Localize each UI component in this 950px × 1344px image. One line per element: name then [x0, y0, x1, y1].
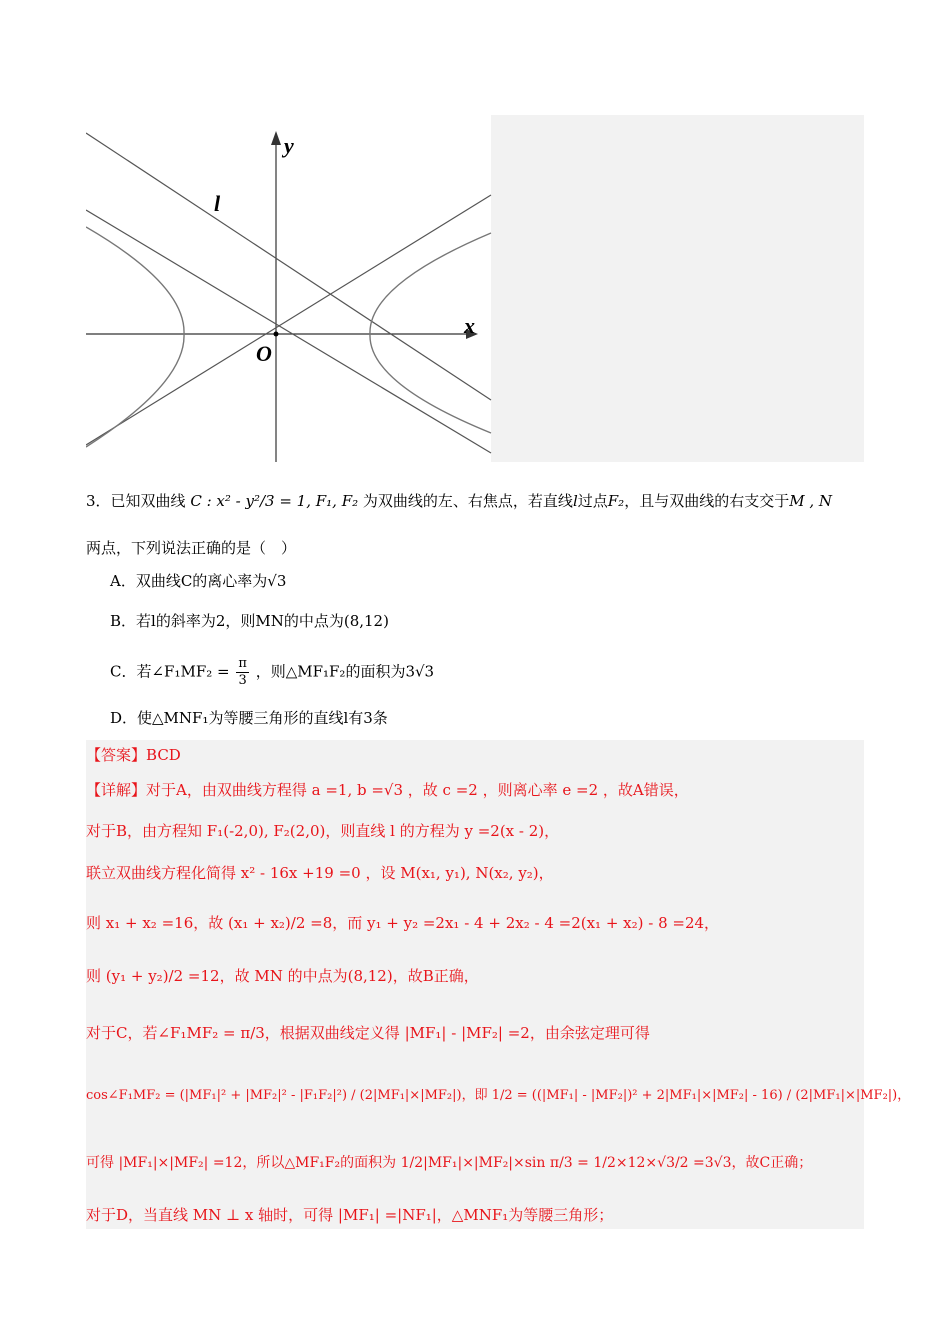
hyperbola-svg — [86, 115, 864, 462]
question-stem-c: 过点 — [577, 492, 608, 510]
question-stem-a: 已知双曲线 — [110, 492, 186, 510]
option-c-frac-num: π — [238, 656, 247, 671]
detail-line-5: 则 (y₁ + y₂)/2 =12，故 MN 的中点为(8,12)，故B正确， — [86, 967, 479, 985]
question-stem-line1 — [86, 490, 832, 512]
answer-label: 【答案】 — [86, 746, 147, 764]
question-number: 3． — [86, 492, 111, 510]
figure-plot-area — [86, 115, 491, 462]
hyperbola-figure — [86, 115, 864, 462]
intersection-points: M , N — [789, 492, 832, 510]
origin-label: O — [256, 341, 272, 366]
option-c-suffix: ，则△MF₁F₂的面积为3√3 — [255, 662, 435, 681]
line-variable: l — [572, 492, 578, 510]
detail-line-7: cos∠F₁MF₂ = (|MF₁|² + |MF₂|² - |F₁F₂|²) / (2|MF₁|×|MF₂|)，即 1/2 = ((|MF₁| - |MF₂|)² + 2|MF₁|×|MF₂| - 16) / (2|MF₁|×|MF₂|)， — [86, 1088, 911, 1103]
option-d: D．使△MNF₁为等腰三角形的直线l有3条 — [110, 709, 388, 727]
option-b: B．若l的斜率为2，则MN的中点为(8,12) — [110, 612, 389, 630]
focus-point: F₂ — [607, 492, 625, 510]
line-l-label: l — [214, 191, 221, 216]
option-c-fraction — [236, 656, 249, 689]
option-c — [110, 656, 434, 689]
answer-value: BCD — [146, 746, 181, 764]
detail-line-3: 联立双曲线方程化简得 x² - 16x +19 =0 ，设 M(x₁, y₁), N(x₂, y₂)， — [86, 864, 554, 882]
detail-line-9: 对于D，当直线 MN ⊥ x 轴时，可得 |MF₁| =|NF₁|，△MNF₁为等腰三角形； — [86, 1206, 614, 1224]
detail-line-8: 可得 |MF₁|×|MF₂| =12，所以△MF₁F₂的面积为 1/2|MF₁|×|MF₂|×sin π/3 = 1/2×12×√3/2 =3√3，故C正确； — [86, 1155, 813, 1171]
detail-label: 【详解】 — [86, 781, 147, 799]
detail-text-1: 对于A，由双曲线方程得 a =1, b =√3 ，故 c =2 ，则离心率 e =2 ，故A错误， — [146, 781, 689, 799]
detail-line-1 — [86, 779, 689, 801]
y-axis-label: y — [284, 133, 294, 158]
answer-line — [86, 744, 181, 766]
question-stem-b: 为双曲线的左、右焦点，若直线 — [362, 492, 573, 510]
detail-line-6: 对于C，若∠F₁MF₂ = π/3，根据双曲线定义得 |MF₁| - |MF₂| =2，由余弦定理可得 — [86, 1024, 650, 1042]
detail-line-2: 对于B，由方程知 F₁(-2,0), F₂(2,0)，则直线 l 的方程为 y =2(x - 2)， — [86, 822, 560, 840]
option-c-frac-den: 3 — [238, 673, 247, 688]
detail-line-4: 则 x₁ + x₂ =16，故 (x₁ + x₂)/2 =8，而 y₁ + y₂ =2x₁ - 4 + 2x₂ - 4 =2(x₁ + x₂) - 8 =24， — [86, 914, 720, 932]
x-axis-label: x — [464, 313, 475, 338]
question-stem-line2: 两点，下列说法正确的是（ ） — [86, 539, 297, 557]
option-a: A．双曲线C的离心率为√3 — [110, 572, 287, 590]
option-c-prefix: C．若∠F₁MF₂ = — [110, 662, 230, 681]
origin-point — [274, 332, 279, 337]
question-stem-d: ，且与双曲线的右支交于 — [624, 492, 790, 510]
hyperbola-equation: C : x² - y²/3 = 1, F₁, F₂ — [190, 492, 359, 510]
